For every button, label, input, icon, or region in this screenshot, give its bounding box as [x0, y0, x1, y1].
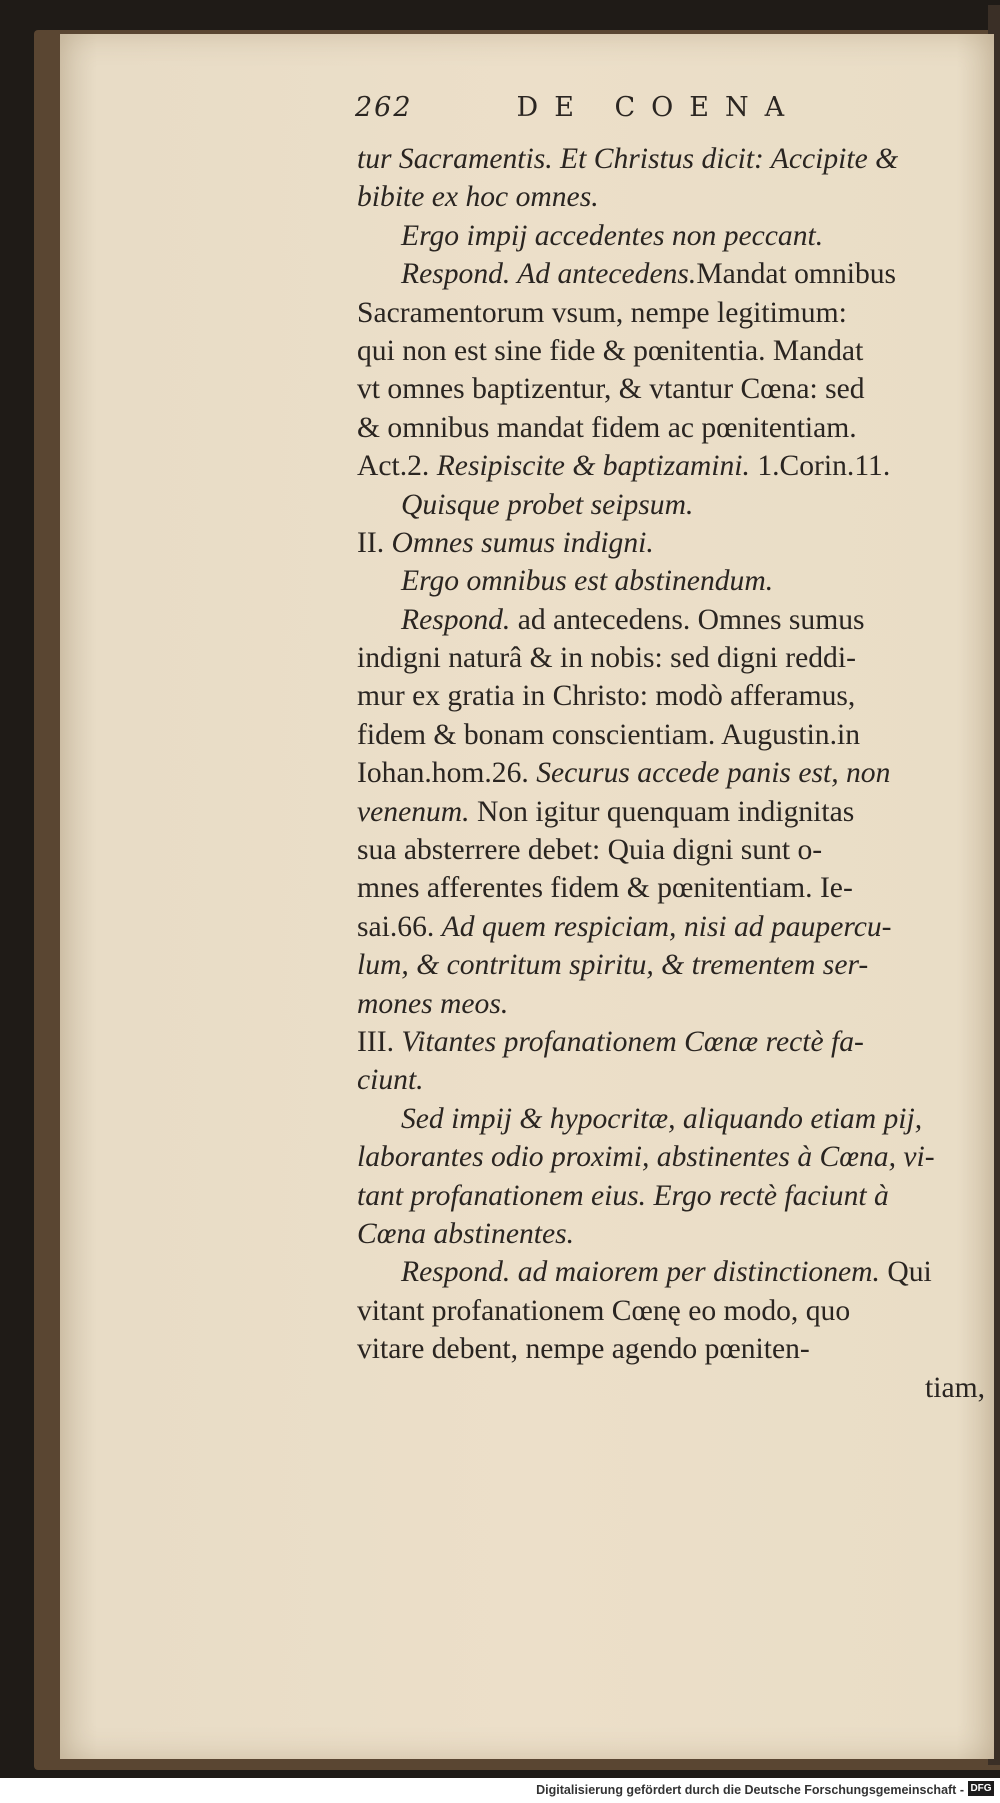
text-segment: Cœna abstinentes.	[357, 1217, 575, 1250]
text-segment: sai.66.	[357, 910, 442, 943]
text-line	[357, 1061, 993, 1099]
text-segment: Ergo omnibus est abstinendum.	[401, 565, 774, 598]
text-segment: Respond. Ad antecedens.	[401, 258, 697, 291]
text-segment: indigni naturâ & in nobis: sed digni reddi-	[357, 642, 856, 675]
text-line	[357, 178, 993, 216]
text-segment: vitare debent, nempe agendo pœniten-	[357, 1333, 810, 1366]
text-segment: Ad quem respiciam, nisi ad paupercu-	[441, 910, 892, 943]
text-segment: lum, & contritum spiritu, & trementem ser-	[357, 949, 869, 982]
text-line	[357, 486, 993, 524]
text-line	[357, 447, 993, 485]
text-segment: Act.2.	[357, 450, 437, 483]
text-line	[357, 869, 993, 907]
text-line	[357, 908, 993, 946]
text-segment: Ergo impij accedentes non peccant.	[401, 219, 824, 252]
text-segment: II.	[357, 526, 392, 559]
text-segment: Vitantes profanationem Cœnæ rectè fa-	[401, 1025, 864, 1058]
text-segment: vt omnes baptizentur, & vtantur Cœna: sed	[357, 373, 865, 406]
text-segment: Sed impij & hypocritæ, aliquando etiam pij,	[401, 1102, 923, 1135]
text-segment: ad antecedens. Omnes sumus	[510, 603, 865, 636]
text-line	[357, 409, 993, 447]
text-segment: tiam,	[925, 1371, 985, 1404]
text-line	[357, 1177, 993, 1215]
text-line	[357, 1292, 993, 1330]
dfg-logo-icon: DFG	[968, 1781, 994, 1796]
text-segment: Iohan.hom.26.	[357, 757, 537, 790]
text-segment: Qui	[879, 1256, 932, 1289]
text-line	[357, 1138, 993, 1176]
text-line	[357, 946, 993, 984]
text-line	[357, 639, 993, 677]
body-text	[357, 140, 993, 1407]
text-segment: tur Sacramentis. Et Christus dicit: Accipite &	[357, 143, 899, 175]
text-line	[357, 1100, 993, 1138]
text-segment: Securus accede panis est, non	[536, 757, 891, 790]
text-segment: Sacramentorum vsum, nempe legitimum:	[357, 296, 847, 329]
text-segment: Quisque probet seipsum.	[401, 488, 694, 521]
text-line	[357, 562, 993, 600]
text-segment: qui non est sine fide & pœnitentia. Mandat	[357, 334, 864, 367]
text-line	[357, 370, 993, 408]
text-segment: mur ex gratia in Christo: modò afferamus,	[357, 680, 856, 713]
text-line	[357, 1330, 993, 1368]
text-segment: III.	[357, 1025, 402, 1058]
text-line	[357, 716, 993, 754]
text-line	[357, 294, 993, 332]
text-line	[357, 831, 993, 869]
text-segment: venenum.	[357, 795, 470, 828]
running-head: DE COENA	[516, 92, 801, 123]
text-segment: mones meos.	[357, 987, 509, 1020]
text-segment: & omnibus mandat fidem ac pœnitentiam.	[357, 411, 857, 444]
text-line	[357, 140, 993, 178]
text-line	[357, 1023, 993, 1061]
text-line	[357, 1369, 993, 1407]
text-segment: 1.Corin.11.	[749, 450, 891, 483]
text-line	[357, 217, 993, 255]
text-line	[357, 255, 993, 293]
text-line	[357, 601, 993, 639]
text-segment: bibite ex hoc omnes.	[357, 181, 599, 214]
text-line	[357, 793, 993, 831]
page-header	[355, 92, 995, 123]
text-segment: Respond. ad maiorem per distinctionem.	[401, 1256, 880, 1289]
text-line	[357, 754, 993, 792]
text-segment: Omnes sumus indigni.	[391, 526, 654, 559]
text-segment: fidem & bonam conscientiam. Augustin.in	[357, 718, 861, 751]
text-line	[357, 1215, 993, 1253]
text-segment: laborantes odio proximi, abstinentes à Cœna, vi-	[357, 1141, 935, 1174]
text-line	[357, 677, 993, 715]
text-line	[357, 1253, 993, 1291]
text-segment: Mandat omnibus	[696, 258, 897, 291]
text-segment: tant profanationem eius. Ergo rectè faciunt à	[357, 1179, 889, 1212]
text-segment: Respond.	[401, 603, 511, 636]
text-segment: mnes afferentes fidem & pœnitentiam. Ie-	[357, 872, 853, 905]
funding-credit: Digitalisierung gefördert durch die Deutsche Forschungsgemeinschaft -	[536, 1783, 964, 1797]
text-segment: ciunt.	[357, 1064, 424, 1097]
text-segment: Resipiscite & baptizamini.	[436, 450, 750, 483]
text-line	[357, 332, 993, 370]
page-number: 262	[355, 92, 413, 123]
text-line	[357, 524, 993, 562]
text-segment: Non igitur quenquam indignitas	[469, 795, 855, 828]
text-segment: sua absterrere debet: Quia digni sunt o-	[357, 834, 823, 867]
text-line	[357, 985, 993, 1023]
text-segment: vitant profanationem Cœnę eo modo, quo	[357, 1294, 851, 1327]
